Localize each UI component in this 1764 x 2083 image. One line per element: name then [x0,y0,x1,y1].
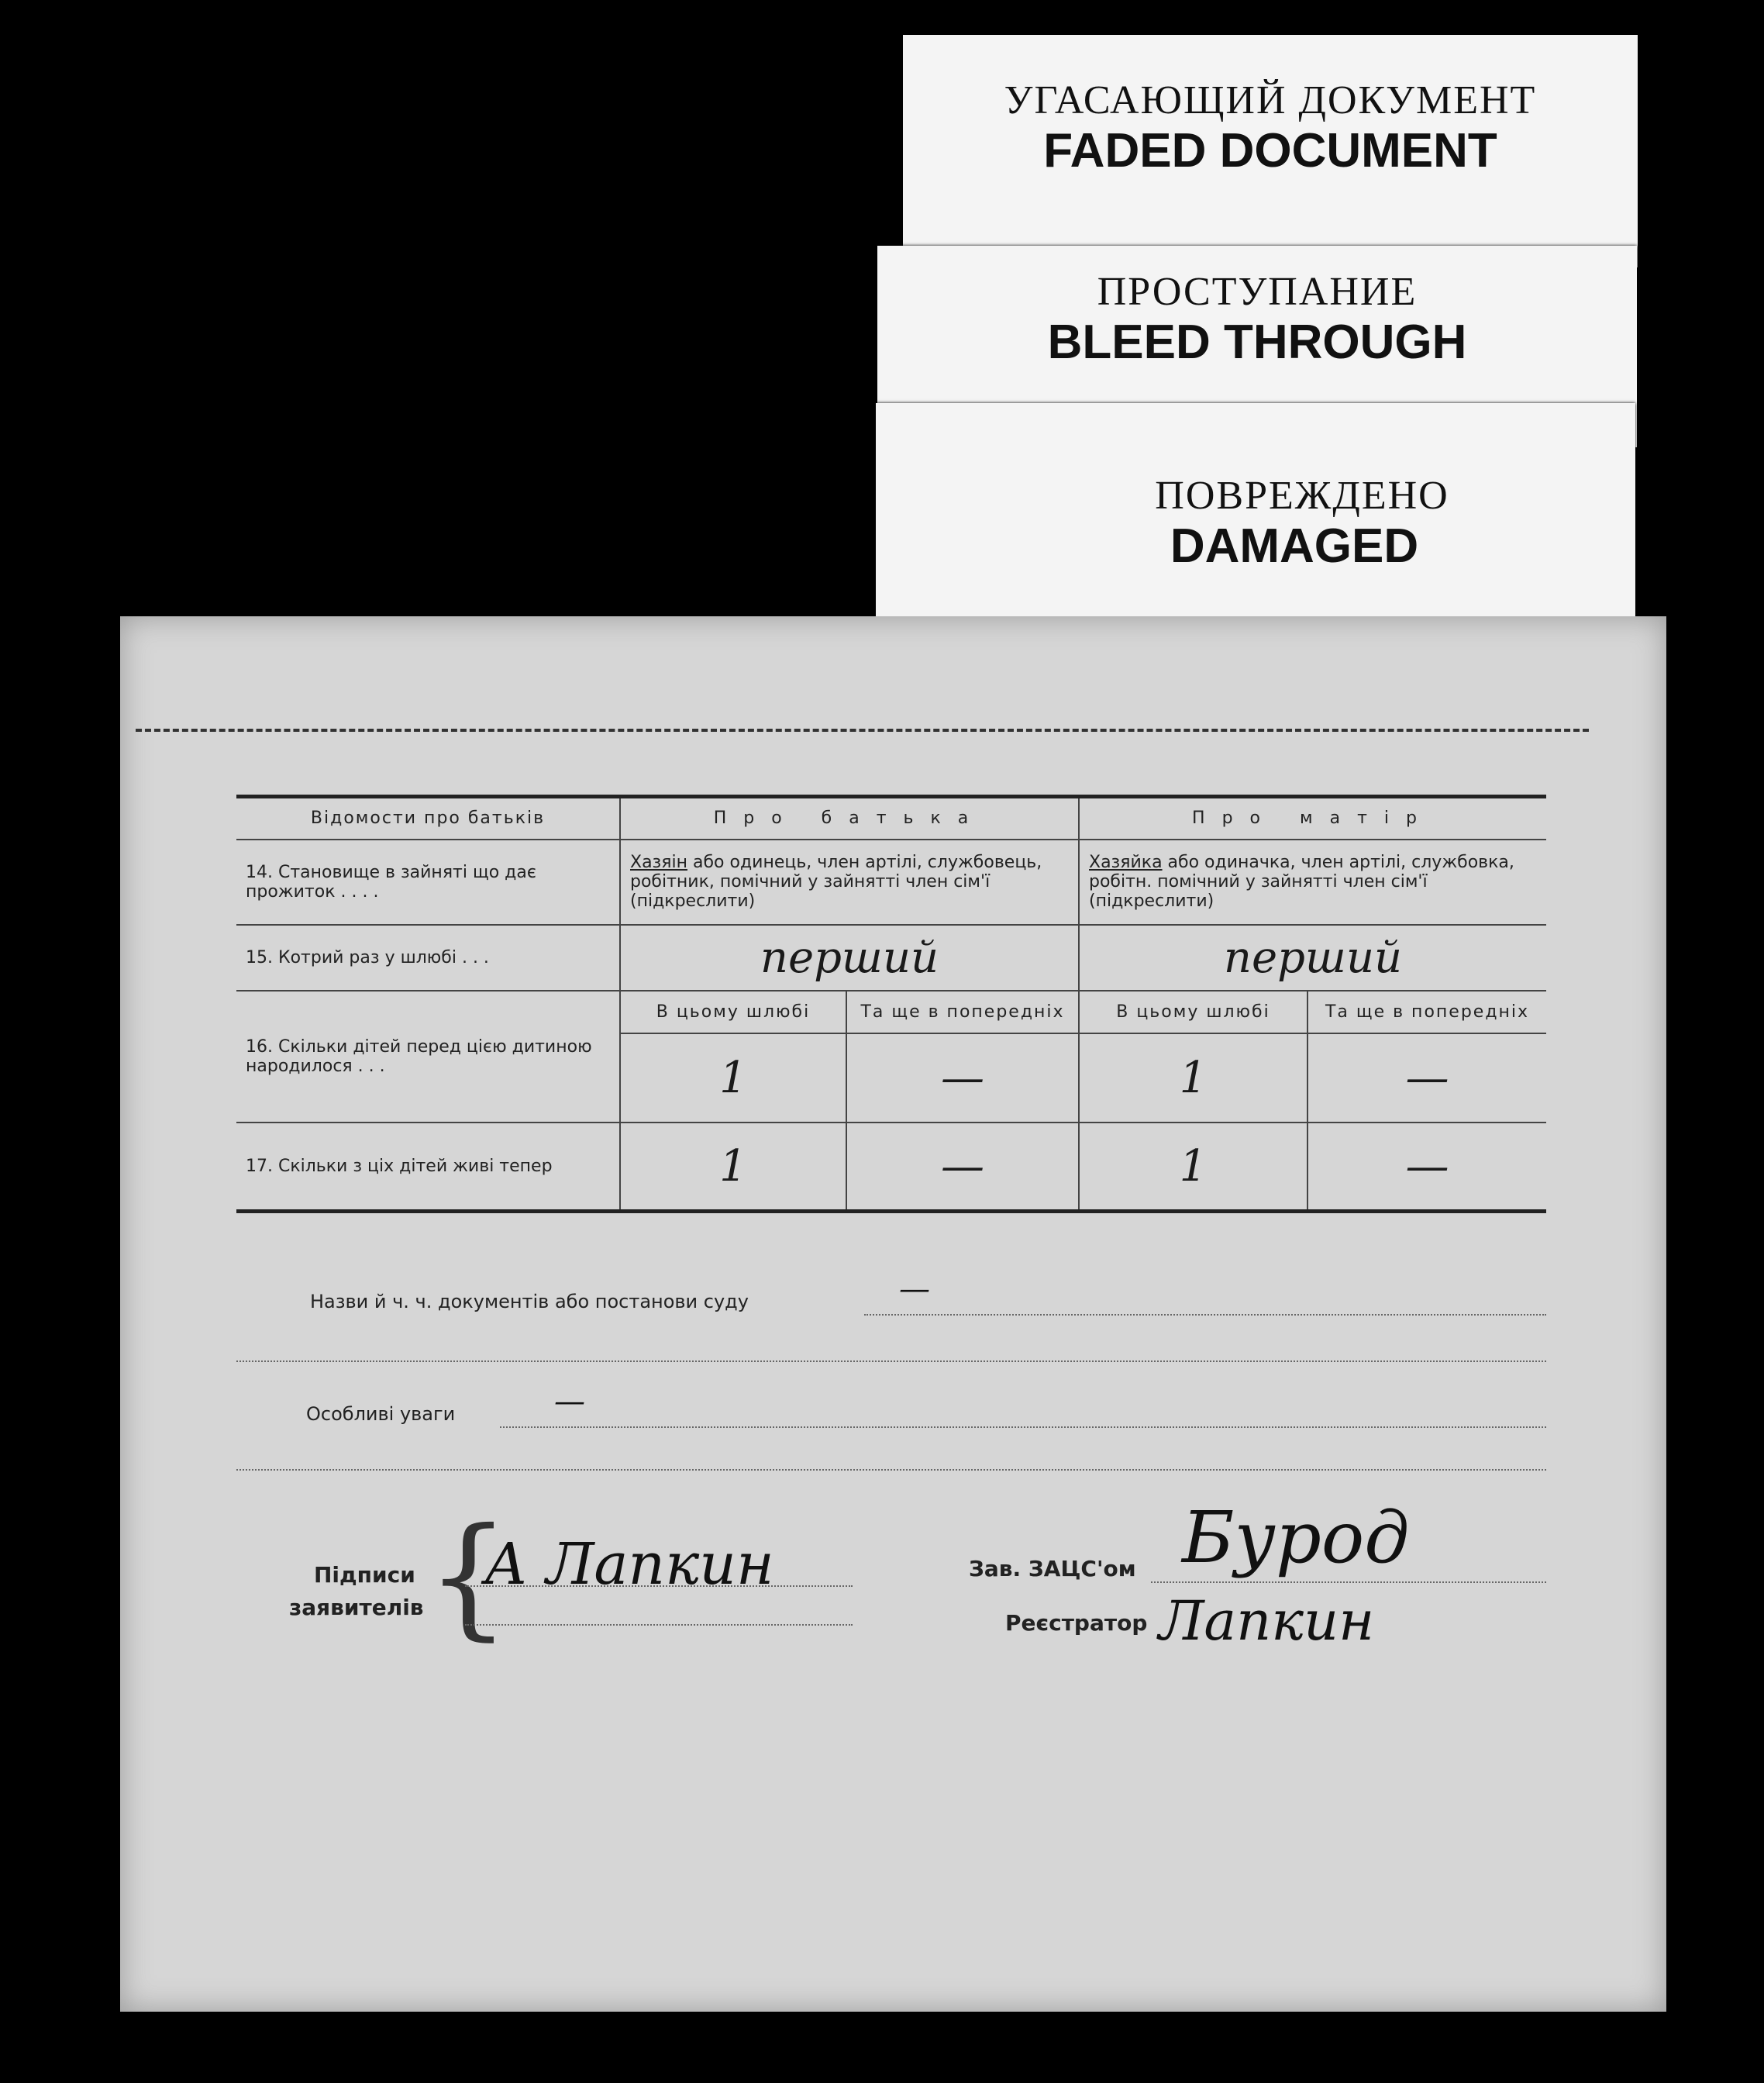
notes-value: — [554,1384,585,1419]
header-mother: Про матір [1079,797,1546,840]
subheader-mother-previous: Та ще в попередніх [1307,991,1546,1033]
documents-line-2 [236,1361,1546,1362]
damaged-ru: ПОВРЕЖДЕНО [1155,474,1449,518]
row16-father-previous: — [846,1033,1079,1123]
damaged-tag [876,403,1635,628]
registrar-signature: Лапкин [1159,1589,1375,1653]
row17-father-previous: — [846,1123,1079,1212]
row17-father-this: 1 [620,1123,846,1212]
row17-mother-this: 1 [1079,1123,1307,1212]
notes-line [500,1426,1546,1428]
head-signature-line [1151,1581,1546,1583]
subheader-mother-this: В цьому шлюбі [1079,991,1307,1033]
row14-father-underlined: Хазяін [630,853,687,872]
notes-label: Особливі уваги [306,1403,456,1425]
signatures-label-2: заявителів [289,1595,424,1620]
document-sheet [120,616,1666,2012]
faded-document-en: FADED DOCUMENT [1043,124,1497,178]
signatures-brace: { [426,1500,511,1654]
row14-father-text: або одинець, член артілі, службовець, робітник, помічний у зайнятті член сім'ї (підкреслити) [630,853,1042,911]
row14-label: 14. Становище в зайняті що дає прожиток . . . . [236,840,620,925]
row14-mother [1079,840,1546,925]
row17-label: 17. Скільки з ціх дітей живі тепер [236,1123,620,1212]
row16-label: 16. Скільки дітей перед цією дитиною народилося . . . [236,991,620,1123]
row17-mother-previous: — [1307,1123,1546,1212]
row16-mother-previous: — [1307,1033,1546,1123]
bleed-through-ru: ПРОСТУПАНИЕ [1097,270,1418,314]
head-signature: Бурод [1182,1496,1410,1579]
row14-mother-underlined: Хазяйка [1089,853,1163,872]
faded-document-tag [903,35,1638,267]
subheader-father-this: В цьому шлюбі [620,991,846,1033]
notes-line-2 [236,1469,1546,1471]
documents-label: Назви й ч. ч. документів або постанови суду [310,1291,749,1312]
perforation-line [136,729,1589,732]
row15-label: 15. Котрий раз у шлюбі . . . [236,925,620,991]
row16-mother-this: 1 [1079,1033,1307,1123]
row14-mother-text: або одиначка, член артілі, службовка, робітн. помічний у зайнятті член сім'ї (підкреслити) [1089,853,1514,911]
signatures-label-1: Підписи [314,1562,415,1588]
subheader-father-previous: Та ще в попередніх [846,991,1079,1033]
row15-father-value: перший [620,925,1079,991]
row15-mother-value: перший [1079,925,1546,991]
documents-line [864,1314,1546,1316]
parents-info-table [236,795,1546,1213]
bleed-through-en: BLEED THROUGH [1047,316,1467,369]
applicant-signature: А Лапкин [484,1531,774,1598]
applicant-signature-line [465,1585,853,1587]
registrar-label: Реєстратор [1005,1610,1148,1636]
faded-document-ru: УГАСАЮЩИЙ ДОКУМЕНТ [1004,78,1537,122]
header-parents-info: Відомости про батьків [236,797,620,840]
head-label: Зав. ЗАЦС'ом [969,1556,1136,1581]
row16-father-this: 1 [620,1033,846,1123]
documents-value: — [899,1271,930,1307]
applicant-signature-line-2 [465,1624,853,1626]
damaged-en: DAMAGED [1170,519,1419,573]
header-father: Про батька [620,797,1079,840]
row14-father [620,840,1079,925]
